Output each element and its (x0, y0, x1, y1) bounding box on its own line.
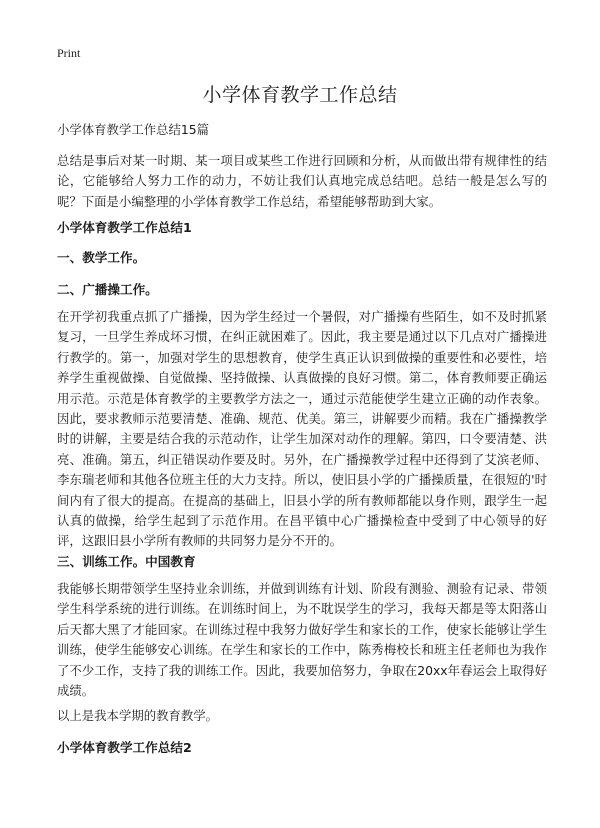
intro-paragraph: 总结是事后对某一时期、某一项目或某些工作进行回顾和分析，从而做出带有规律性的结论，它能够给人努力工作的动力，不妨让我们认真地完成总结吧。总结一般是怎么写的呢？下面是小编整理的小学体育教学工作总结，希望能够帮助到大家。 (57, 153, 547, 209)
part-heading-broadcast-exercise: 二、广播操工作。 (57, 282, 158, 297)
broadcast-exercise-paragraph: 在开学初我重点抓了广播操，因为学生经过一个暑假，对广播操有些陌生，如不及时抓紧复习，一旦学生养成坏习惯，在纠正就困难了。因此，我主要是通过以下几点对广播操进行教学的。第一，加强对学生的思想教育，使学生真正认识到做操的重要性和必要性，培养学生重视做操、自觉做操、坚持做操、认真做操的良好习惯。第二，体育教师要正确运用示范。示范是体育教学的主要教学方法之一，通过示范能使学生建立正确的动作表象。因此，要求教师示范要清楚、准确、规范、优美。第三，讲解要少而精。我在广播操教学时的讲解，主要是结合我的示范动作，让学生加深对动作的理解。第四，口令要清楚、洪亮、准确。第五，纠正错误动作要及时。另外，在广播操教学过程中还得到了艾滨老师、李东瑞老师和其他各位班主任的大力支持。所以，使旧县小学的广播操质量，在很短的'时间内有了很大的提高。在提高的基础上，旧县小学的所有教师都能以身作则，跟学生一起认真的做操，给学生起到了示范作用。在昌平镇中心广播操检查中受到了中心领导的好评，这跟旧县小学所有教师的共同努力是分不开的。 (57, 309, 547, 549)
section-heading-1: 小学体育教学工作总结1 (57, 220, 192, 235)
document-subtitle: 小学体育教学工作总结15篇 (57, 122, 210, 137)
part-heading-teaching: 一、教学工作。 (57, 250, 146, 265)
part-heading-training: 三、训练工作。中国教育 (57, 554, 196, 569)
closing-paragraph: 以上是我本学期的教育教学。 (57, 708, 219, 723)
page-title: 小学体育教学工作总结 (202, 84, 398, 106)
print-link[interactable]: Print (57, 46, 81, 60)
section-heading-2: 小学体育教学工作总结2 (57, 740, 192, 755)
training-paragraph: 我能够长期带领学生坚持业余训练，并做到训练有计划、阶段有测验、测验有记录、带领学生科学系统的进行训练。在训练时间上，为不耽误学生的学习，我每天都是等太阳落山后天都大黑了才能回家。在训练过程中我努力做好学生和家长的工作，使家长能够让学生训练，使学生能够安心训练。在学生和家长的工作中，陈秀梅校长和班主任老师也为我作了不少工作，支持了我的训练工作。因此，我要加倍努力，争取在20xx年春运会上取得好成绩。 (57, 581, 547, 699)
